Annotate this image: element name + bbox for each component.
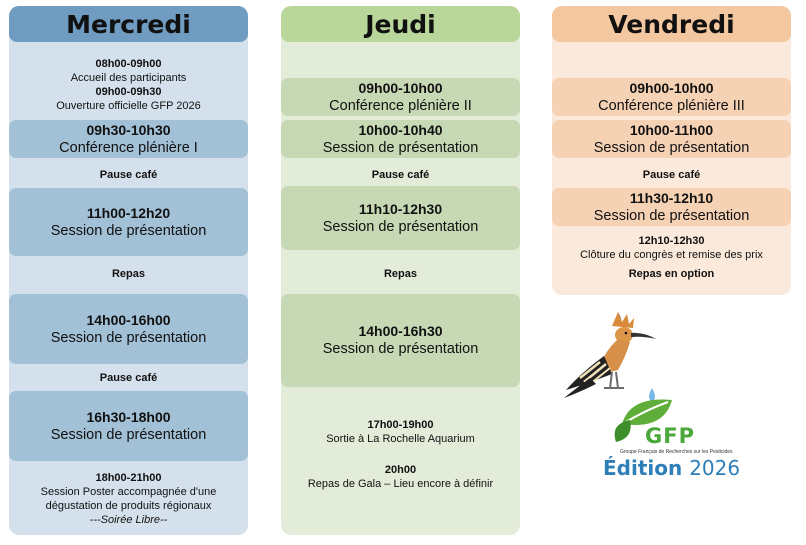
cloture-time: 12h10-12h30 [638, 235, 705, 247]
session-block [9, 294, 248, 364]
session-time: 11h00-12h20 [86, 204, 171, 221]
logo-edition [603, 456, 740, 480]
intro-label-1: Accueil des participants [70, 72, 187, 84]
session-title: Session de présentation [593, 139, 750, 156]
session-title: Session de présentation [322, 139, 479, 156]
logo-subtitle: Groupe Français de Recherches sur les Pesticides [620, 449, 733, 455]
session-title: Session de présentation [593, 207, 750, 224]
column-vendredi [552, 6, 791, 295]
edition-word: Édition [603, 456, 683, 480]
poster-block [9, 468, 248, 530]
session-time: 11h10-12h30 [358, 200, 443, 217]
session-title: Session de présentation [50, 222, 207, 239]
session-time: 09h30-10h30 [86, 121, 171, 138]
day-header-vendredi: Vendredi [552, 6, 791, 42]
logo-acronym: GFP [645, 424, 695, 448]
session-time: 14h00-16h00 [86, 311, 171, 328]
hoopoe-bird-icon [564, 312, 656, 398]
pause-label: Pause café [99, 372, 158, 384]
poster-line-1: Session Poster accompagnée d'une [40, 486, 217, 498]
session-block [9, 391, 248, 461]
session-time: 10h00-11h00 [629, 121, 714, 138]
session-block [552, 120, 791, 158]
poster-line-3: ---Soirée Libre-- [89, 514, 168, 526]
session-title: Conférence plénière III [598, 97, 745, 114]
session-block [9, 120, 248, 158]
session-block [552, 78, 791, 116]
repas-label: Repas [383, 268, 418, 280]
gala-time: 20h00 [384, 464, 417, 476]
session-title: Session de présentation [50, 426, 207, 443]
session-title: Session de présentation [50, 329, 207, 346]
session-time: 14h00-16h30 [358, 323, 443, 339]
column-mercredi [9, 6, 248, 535]
gala-block [281, 461, 520, 493]
day-header-jeudi: Jeudi [281, 6, 520, 42]
repas-label: Repas en option [628, 268, 715, 280]
intro-time-1: 08h00-09h00 [95, 58, 162, 70]
day-header-mercredi: Mercredi [9, 6, 248, 42]
session-block [281, 78, 520, 116]
intro-block [9, 50, 248, 120]
session-block [281, 120, 520, 158]
intro-label-2: Ouverture officielle GFP 2026 [56, 100, 201, 112]
sortie-time: 17h00-19h00 [367, 419, 434, 431]
session-title: Session de présentation [322, 341, 479, 357]
session-time: 16h30-18h00 [86, 408, 171, 425]
pause-label: Pause café [642, 169, 701, 181]
session-title: Conférence plénière I [59, 139, 198, 156]
intro-time-2: 09h00-09h30 [95, 86, 162, 98]
cloture-block [552, 232, 791, 264]
session-time: 09h00-10h00 [629, 79, 714, 96]
column-jeudi [281, 6, 520, 535]
gala-label: Repas de Gala – Lieu encore à définir [307, 478, 494, 490]
repas-label: Repas [111, 268, 146, 280]
session-block [281, 186, 520, 250]
session-block [281, 294, 520, 387]
cloture-label: Clôture du congrès et remise des prix [580, 249, 763, 261]
pause-label: Pause café [371, 169, 430, 181]
session-time: 09h00-10h00 [358, 79, 443, 96]
session-block [552, 188, 791, 226]
poster-time: 18h00-21h00 [95, 472, 162, 484]
session-block [9, 188, 248, 256]
sortie-block [281, 416, 520, 448]
session-title: Conférence plénière II [329, 97, 472, 114]
pause-label: Pause café [99, 169, 158, 181]
edition-year: 2026 [689, 456, 741, 480]
sortie-label: Sortie à La Rochelle Aquarium [326, 433, 475, 445]
session-title: Session de présentation [322, 218, 479, 235]
session-time: 11h30-12h10 [629, 189, 714, 206]
session-time: 10h00-10h40 [358, 121, 443, 138]
poster-line-2: dégustation de produits régionaux [45, 500, 212, 512]
